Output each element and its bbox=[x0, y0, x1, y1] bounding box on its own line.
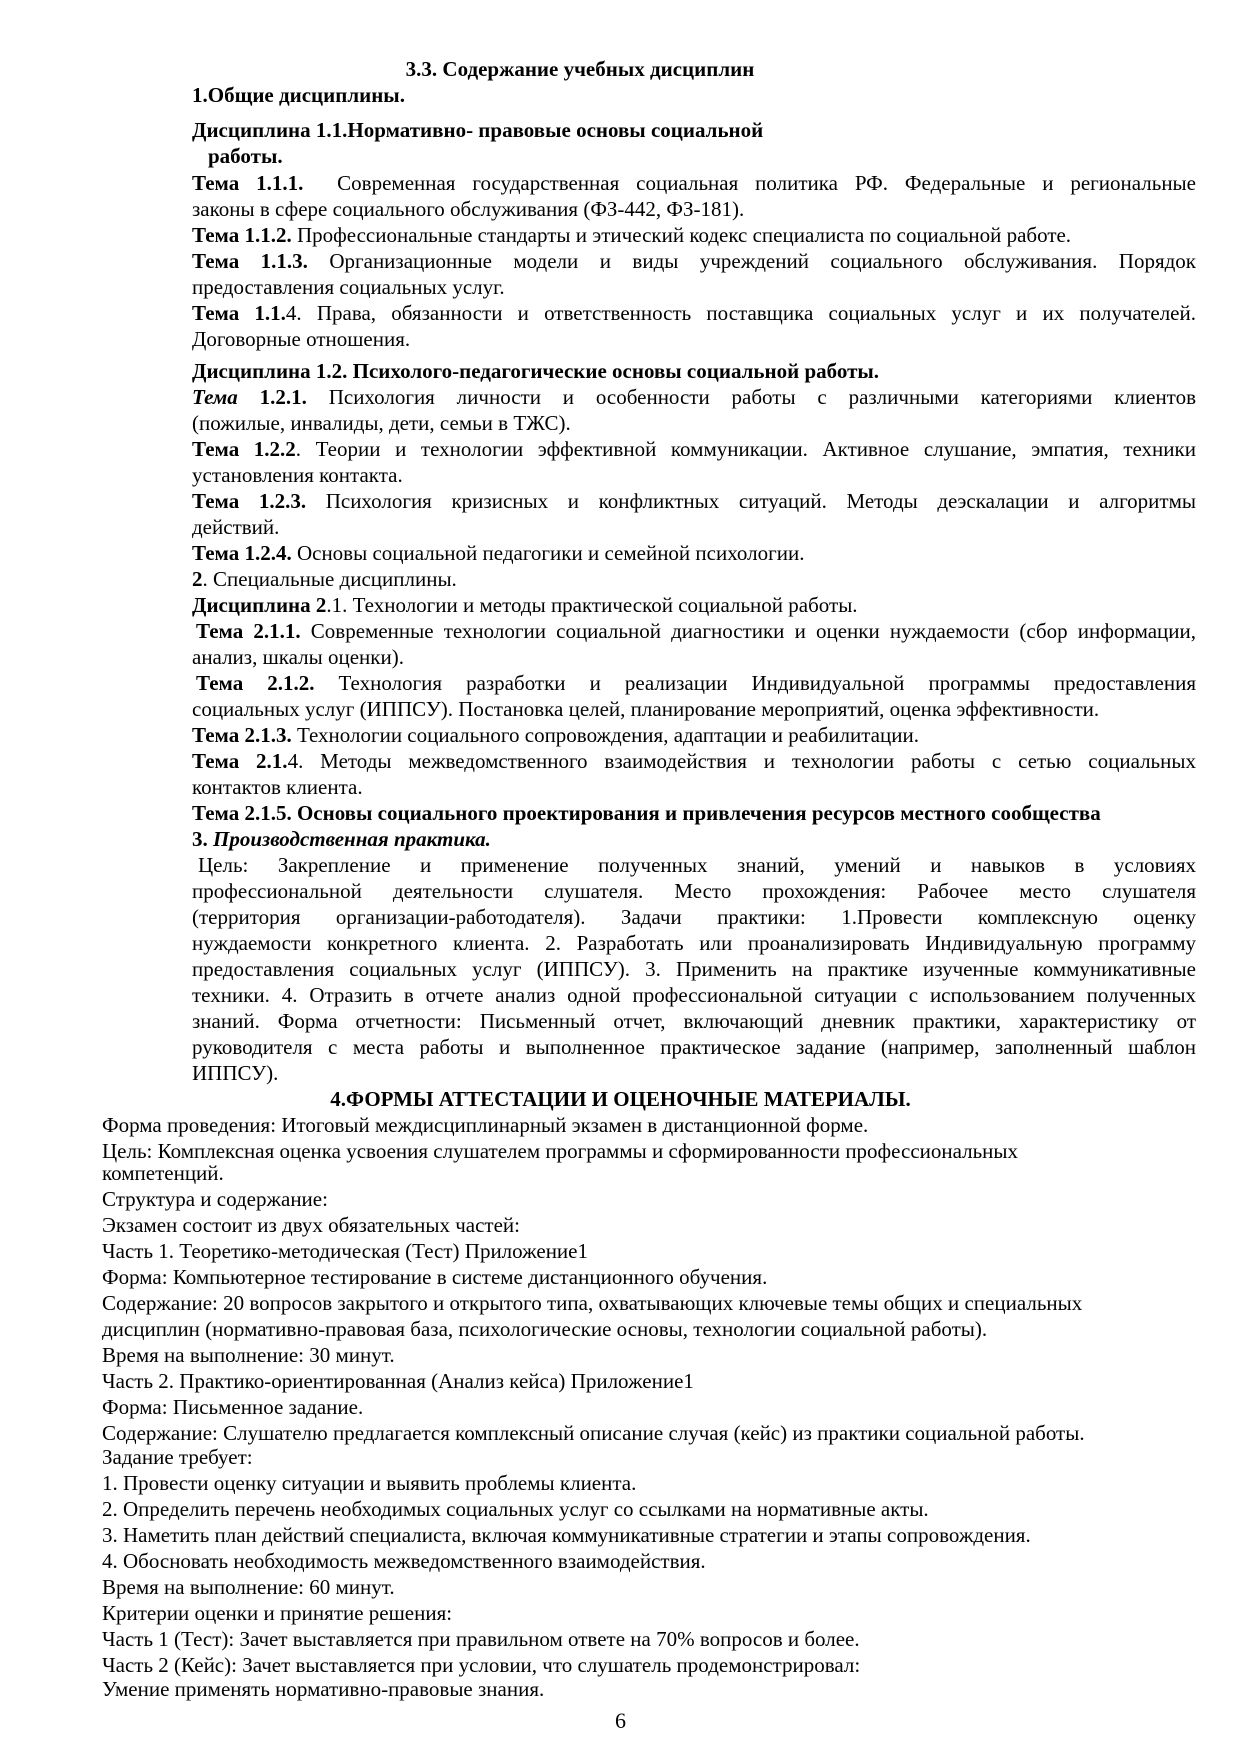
attestation-line: компетенций. bbox=[102, 1161, 224, 1185]
attestation-line: Цель: Комплексная оценка усвоения слушателем программы и сформированности профессиональных bbox=[102, 1139, 1019, 1163]
attestation-line: дисциплин (нормативно-правовая база, психологические основы, технологии социальной работы). bbox=[102, 1317, 988, 1341]
attestation-line: Время на выполнение: 60 минут. bbox=[102, 1575, 395, 1599]
topic-2-1-3: Тема 2.1.3. Технологии социального сопровождения, адаптации и реабилитации. bbox=[192, 723, 919, 747]
special-disciplines-heading: 2. Специальные дисциплины. bbox=[192, 567, 457, 591]
practice-paragraph-line: Цель: Закрепление и применение полученных знаний, умений и навыков в условиях bbox=[198, 853, 1196, 877]
practice-paragraph-line: руководителя с места работы и выполненное практическое задание (например, заполненный шаблон bbox=[192, 1035, 1196, 1059]
discipline-1-1-title-cont: работы. bbox=[208, 144, 283, 168]
topic-1-2-3: Тема 1.2.3. Психология кризисных и конфликтных ситуаций. Методы деэскалации и алгоритмы bbox=[192, 489, 1196, 513]
attestation-line: Задание требует: bbox=[102, 1445, 253, 1469]
attestation-line: Содержание: 20 вопросов закрытого и открытого типа, охватывающих ключевые темы общих и специальных bbox=[102, 1291, 1083, 1315]
topic-1-2-2: Тема 1.2.2. Теории и технологии эффективной коммуникации. Активное слушание, эмпатия, техники bbox=[192, 437, 1196, 461]
attestation-list-item: 3. Наметить план действий специалиста, включая коммуникативные стратегии и этапы сопровождения. bbox=[102, 1523, 1031, 1547]
page-number: 6 bbox=[615, 1708, 626, 1733]
discipline-1-2-title: Дисциплина 1.2. Психолого-педагогические основы социальной работы. bbox=[192, 359, 880, 383]
topic-1-1-1: Тема 1.1.1. Современная государственная социальная политика РФ. Федеральные и региональные bbox=[192, 171, 1196, 195]
section-title: 3.3. Содержание учебных дисциплин bbox=[405, 57, 755, 81]
attestation-list-item: 2. Определить перечень необходимых социальных услуг со ссылками на нормативные акты. bbox=[102, 1497, 929, 1521]
attestation-line: Экзамен состоит из двух обязательных частей: bbox=[102, 1213, 520, 1237]
topic-1-2-2-cont: установления контакта. bbox=[192, 463, 403, 487]
discipline-2-1-title: Дисциплина 2.1. Технологии и методы практической социальной работы. bbox=[192, 593, 858, 617]
topic-1-2-3-cont: действий. bbox=[192, 515, 280, 539]
attestation-line: Время на выполнение: 30 минут. bbox=[102, 1343, 395, 1367]
practice-paragraph-line: знаний. Форма отчетности: Письменный отчет, включающий дневник практики, характеристику от bbox=[192, 1009, 1196, 1033]
attestation-line: Часть 1. Теоретико-методическая (Тест) Приложение1 bbox=[102, 1239, 588, 1263]
practice-paragraph-line: нуждаемости конкретного клиента. 2. Разработать или проанализировать Индивидуальную программу bbox=[192, 931, 1196, 955]
topic-1-1-4-cont: Договорные отношения. bbox=[192, 327, 411, 351]
topic-1-1-4: Тема 1.1.4. Права, обязанности и ответственность поставщика социальных услуг и их получателей. bbox=[192, 301, 1196, 325]
attestation-title: 4.ФОРМЫ АТТЕСТАЦИИ И ОЦЕНОЧНЫЕ МАТЕРИАЛЫ. bbox=[330, 1087, 911, 1111]
attestation-line: Часть 2 (Кейс): Зачет выставляется при условии, что слушатель продемонстрировал: bbox=[102, 1653, 861, 1677]
attestation-line: Часть 1 (Тест): Зачет выставляется при правильном ответе на 70% вопросов и более. bbox=[102, 1627, 860, 1651]
attestation-line: Содержание: Слушателю предлагается комплексный описание случая (кейс) из практики социальной работы. bbox=[102, 1421, 1085, 1445]
attestation-list-item: 4. Обосновать необходимость межведомственного взаимодействия. bbox=[102, 1549, 706, 1573]
topic-1-1-3-cont: предоставления социальных услуг. bbox=[192, 275, 505, 299]
topic-2-1-5: Тема 2.1.5. Основы социального проектирования и привлечения ресурсов местного сообщества bbox=[192, 801, 1101, 825]
topic-1-2-1-cont: (пожилые, инвалиды, дети, семьи в ТЖС). bbox=[192, 411, 571, 435]
practice-paragraph-line: ИППСУ). bbox=[192, 1061, 279, 1085]
topic-2-1-1: Тема 2.1.1. Современные технологии социальной диагностики и оценки нуждаемости (сбор информации, bbox=[196, 619, 1196, 643]
attestation-line: Форма проведения: Итоговый междисциплинарный экзамен в дистанционной форме. bbox=[102, 1113, 869, 1137]
topic-2-1-2-cont: социальных услуг (ИППСУ). Постановка целей, планирование мероприятий, оценка эффективности. bbox=[192, 697, 1100, 721]
attestation-line: Форма: Письменное задание. bbox=[102, 1395, 364, 1419]
discipline-1-1-title: Дисциплина 1.1.Нормативно- правовые основы социальной bbox=[192, 118, 764, 142]
attestation-line: Часть 2. Практико-ориентированная (Анализ кейса) Приложение1 bbox=[102, 1369, 694, 1393]
topic-1-1-2: Тема 1.1.2. Профессиональные стандарты и этический кодекс специалиста по социальной работе. bbox=[192, 223, 1072, 247]
practice-paragraph-line: предоставления социальных услуг (ИППСУ). 3. Применить на практике изученные коммуникативные bbox=[192, 957, 1196, 981]
attestation-line: Структура и содержание: bbox=[102, 1187, 328, 1211]
topic-2-1-2: Тема 2.1.2. Технология разработки и реализации Индивидуальной программы предоставления bbox=[196, 671, 1196, 695]
attestation-list-item: 1. Провести оценку ситуации и выявить проблемы клиента. bbox=[102, 1471, 637, 1495]
practice-paragraph-line: (территория организации-работодателя). Задачи практики: 1.Провести комплексную оценку bbox=[192, 905, 1196, 929]
practice-paragraph-line: техники. 4. Отразить в отчете анализ одной профессиональной ситуации с использованием полученных bbox=[192, 983, 1196, 1007]
attestation-line: Умение применять нормативно-правовые знания. bbox=[102, 1677, 545, 1701]
general-heading: 1.Общие дисциплины. bbox=[192, 83, 405, 107]
practice-heading: 3. Производственная практика. bbox=[192, 827, 491, 851]
topic-1-2-1: Тема 1.2.1. Психология личности и особенности работы с различными категориями клиентов bbox=[192, 385, 1196, 409]
attestation-line: Критерии оценки и принятие решения: bbox=[102, 1601, 453, 1625]
topic-1-1-3: Тема 1.1.3. Организационные модели и виды учреждений социального обслуживания. Порядок bbox=[192, 249, 1196, 273]
topic-2-1-4-cont: контактов клиента. bbox=[192, 775, 363, 799]
topic-1-1-1-cont: законы в сфере социального обслуживания (ФЗ-442, ФЗ-181). bbox=[192, 197, 745, 221]
topic-2-1-4: Тема 2.1.4. Методы межведомственного взаимодействия и технологии работы с сетью социальных bbox=[192, 749, 1196, 773]
practice-paragraph-line: профессиональной деятельности слушателя. Место прохождения: Рабочее место слушателя bbox=[192, 879, 1196, 903]
topic-2-1-1-cont: анализ, шкалы оценки). bbox=[192, 645, 404, 669]
attestation-line: Форма: Компьютерное тестирование в системе дистанционного обучения. bbox=[102, 1265, 768, 1289]
topic-1-2-4: Тема 1.2.4. Основы социальной педагогики и семейной психологии. bbox=[192, 541, 805, 565]
